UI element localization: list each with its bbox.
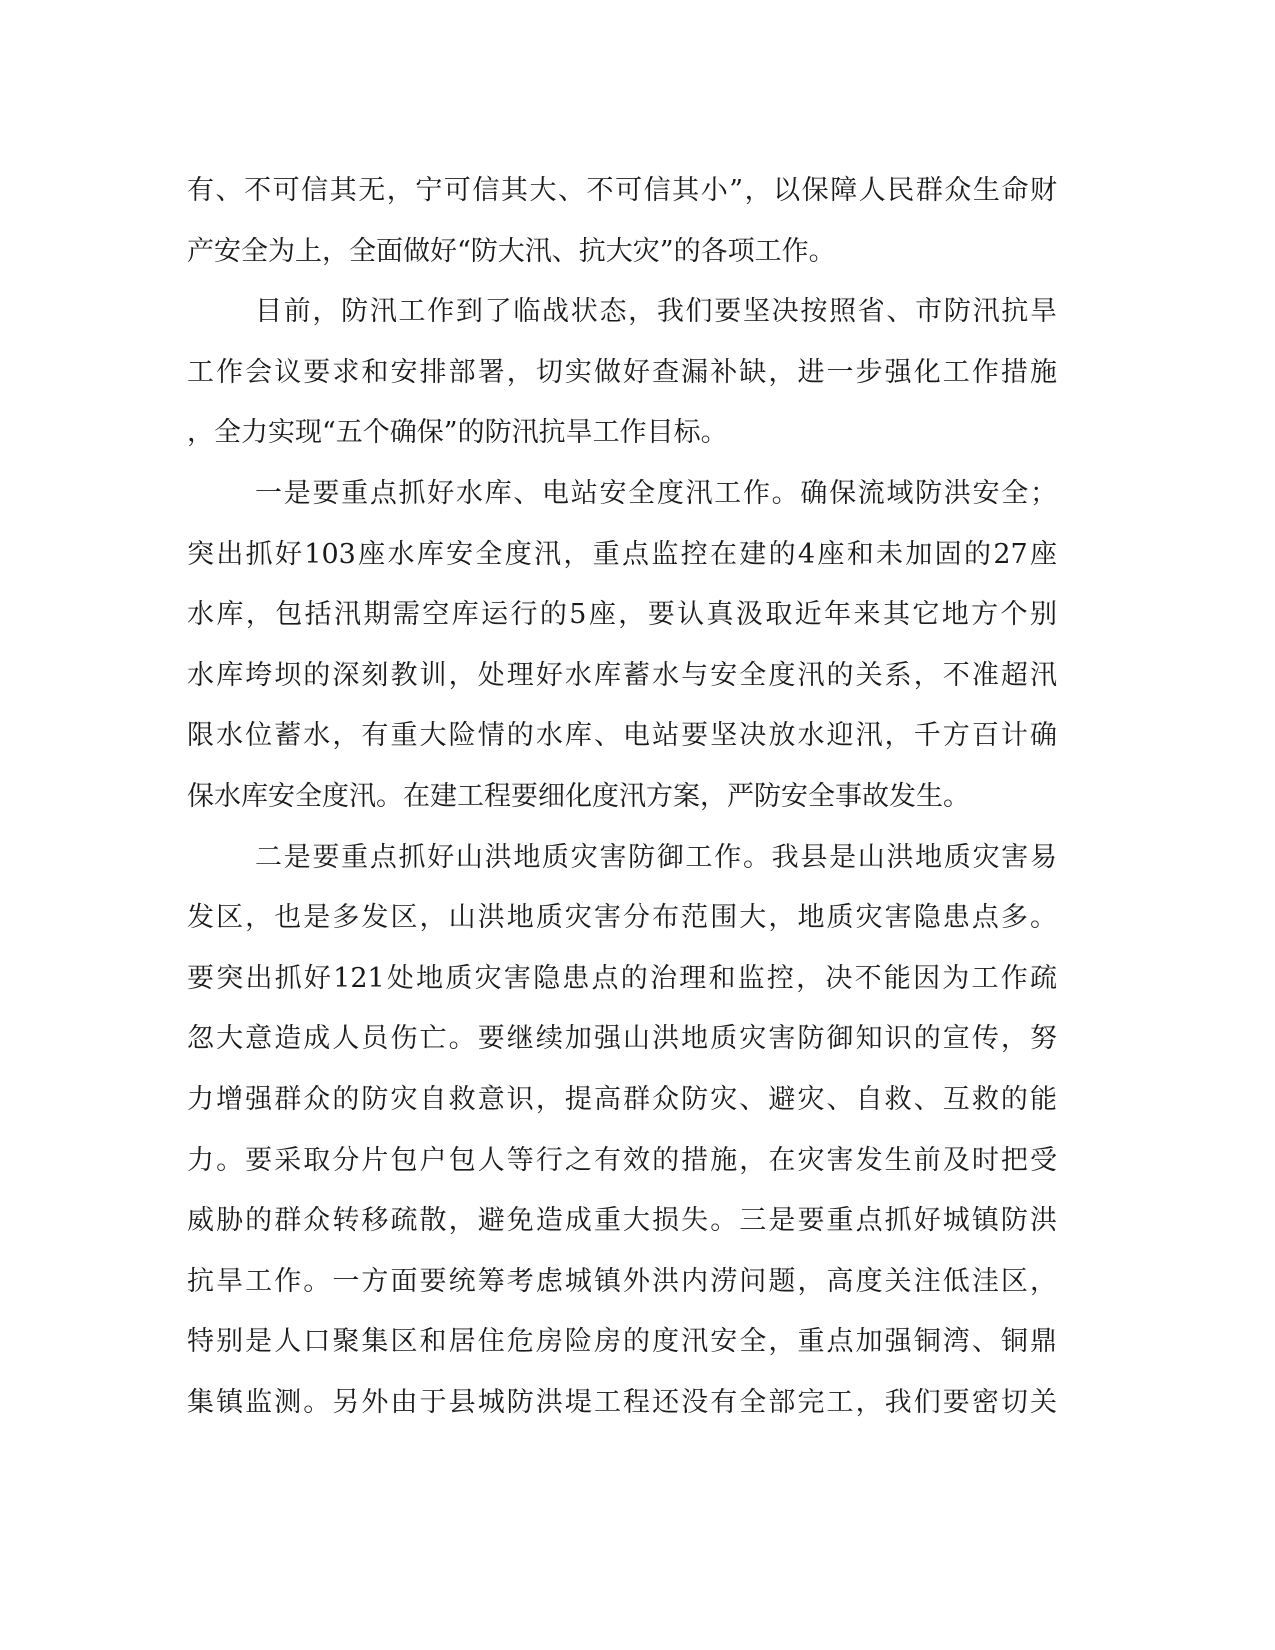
- text-line: ，全力实现“五个确保”的防汛抗旱工作目标。: [187, 417, 728, 449]
- text-line: 发区，也是多发区，山洪地质灾害分布范围大，地质灾害隐患点多。: [187, 902, 1057, 934]
- text-line: 力。要采取分片包户包人等行之有效的措施，在灾害发生前及时把受: [187, 1144, 1057, 1176]
- text-line: 突出抓好103座水库安全度汛，重点监控在建的4座和未加固的27座: [187, 538, 1057, 570]
- text-line: 目前，防汛工作到了临战状态，我们要坚决按照省、市防汛抗旱: [255, 296, 1057, 328]
- text-line: 要突出抓好121处地质灾害隐患点的治理和监控，决不能因为工作疏: [187, 962, 1057, 994]
- text-line: 特别是人口聚集区和居住危房险房的度汛安全，重点加强铜湾、铜鼎: [187, 1326, 1057, 1358]
- text-line: 有、不可信其无，宁可信其大、不可信其小”，以保障人民群众生命财: [187, 175, 1057, 206]
- text-line: 水库，包括汛期需空库运行的5座，要认真汲取近年来其它地方个别: [187, 599, 1057, 631]
- body-text: [187, 161, 1057, 1433]
- text-line: 工作会议要求和安排部署，切实做好查漏补缺，进一步强化工作措施: [187, 356, 1057, 388]
- text-line: 保水库安全度汛。在建工程要细化度汛方案，严防安全事故发生。: [187, 780, 970, 812]
- text-line: 忽大意造成人员伤亡。要继续加强山洪地质灾害防御知识的宣传，努: [187, 1023, 1057, 1055]
- text-line: 集镇监测。另外由于县城防洪堤工程还没有全部完工，我们要密切关: [187, 1386, 1057, 1418]
- text-line: 限水位蓄水，有重大险情的水库、电站要坚决放水迎汛，千方百计确: [187, 720, 1057, 752]
- text-line: 水库垮坝的深刻教训，处理好水库蓄水与安全度汛的关系，不准超汛: [187, 659, 1057, 691]
- text-line: 威胁的群众转移疏散，避免造成重大损失。三是要重点抓好城镇防洪: [187, 1205, 1057, 1237]
- text-line: 二是要重点抓好山洪地质灾害防御工作。我县是山洪地质灾害易: [255, 841, 1057, 873]
- text-line: 力增强群众的防灾自救意识，提高群众防灾、避灾、自救、互救的能: [187, 1083, 1057, 1115]
- text-line: 抗旱工作。一方面要统筹考虑城镇外洪内涝问题，高度关注低洼区，: [187, 1265, 1057, 1297]
- text-line: 一是要重点抓好水库、电站安全度汛工作。确保流域防洪安全；: [255, 477, 1057, 509]
- text-line: 产安全为上，全面做好“防大汛、抗大灾”的各项工作。: [187, 235, 836, 267]
